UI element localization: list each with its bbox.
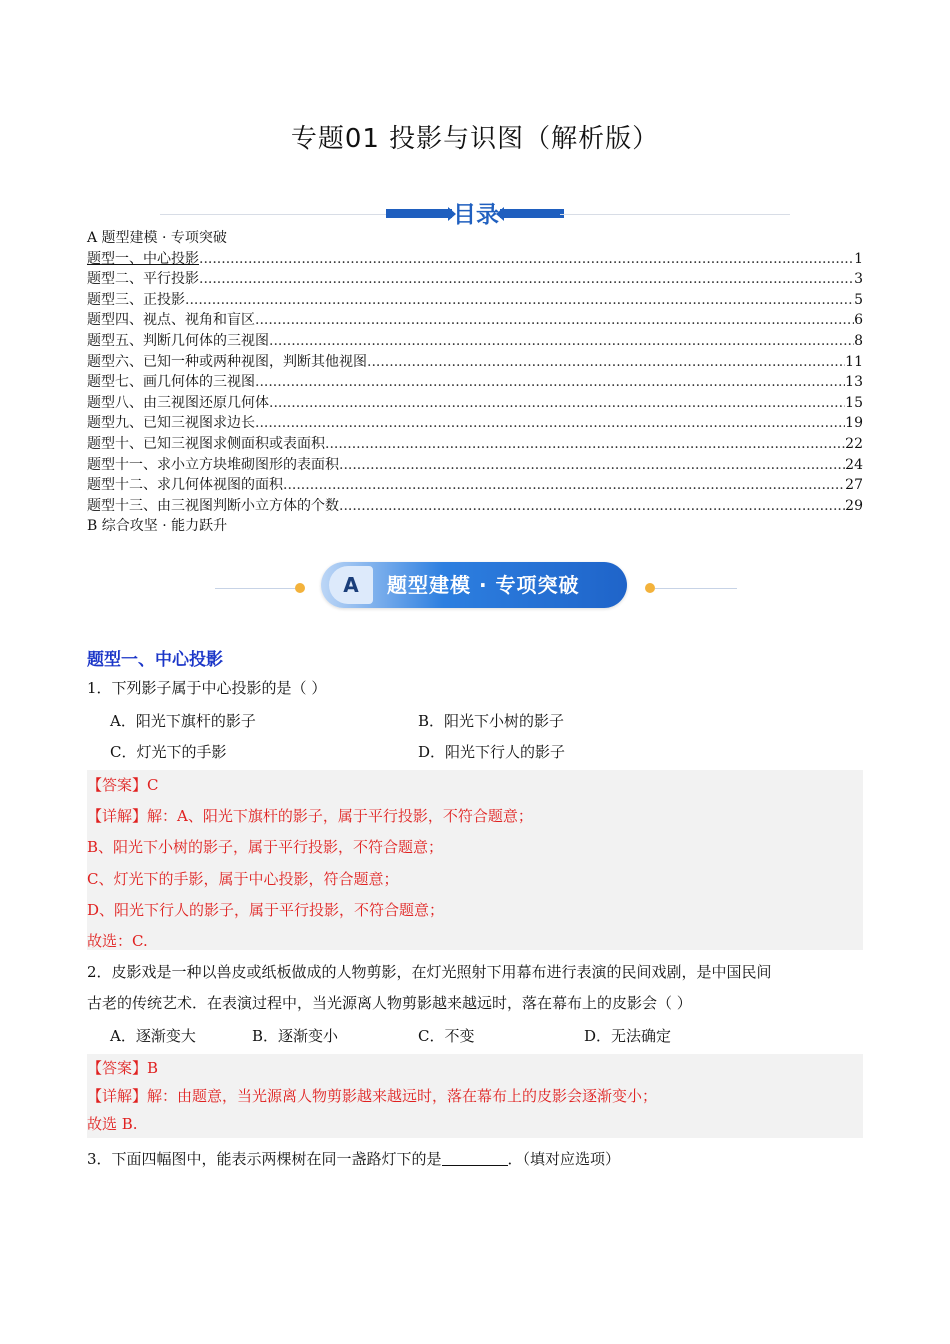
question-2-stem-line-1: 2．皮影戏是一种以兽皮或纸板做成的人物剪影，在灯光照射下用幕布进行表演的民间戏剧，是中国民间 — [87, 963, 772, 981]
toc-header-bar-left — [386, 209, 452, 218]
toc-entry[interactable]: 题型五、判断几何体的三视图 ..... 8 — [87, 331, 863, 352]
answer-line: B、阳光下小树的影子，属于平行投影，不符合题意； — [87, 838, 444, 857]
toc-entry[interactable]: 题型十三、由三视图判断小立方体的个数 ..... 29 — [87, 496, 863, 517]
toc-entry[interactable]: 题型一、中心投影 ..... 1 — [87, 249, 863, 270]
toc-entry[interactable]: 题型二、平行投影 ..... 3 — [87, 269, 863, 290]
toc-entry[interactable]: 题型十二、求几何体视图的面积 ..... 27 — [87, 475, 863, 496]
question-2-option-b: B．逐渐变小 — [252, 1027, 339, 1045]
section-banner-a — [215, 560, 735, 610]
banner-text: 题型建模 · 专项突破 — [387, 573, 580, 597]
banner-dot-right-icon — [645, 583, 655, 593]
toc-section-b[interactable]: B 综合攻坚 · 能力跃升 — [87, 518, 228, 535]
question-1-option-b: B．阳光下小树的影子 — [418, 712, 565, 730]
question-1-option-c: C．灯光下的手影 — [110, 743, 227, 761]
question-2-option-d: D．无法确定 — [584, 1027, 672, 1045]
toc-entry[interactable]: 题型十、已知三视图求侧面积或表面积 ..... 22 — [87, 434, 863, 455]
toc-entry[interactable]: 题型九、已知三视图求边长 ..... 19 — [87, 413, 863, 434]
question-3-stem — [87, 1144, 620, 1175]
toc-entry[interactable]: 题型六、已知一种或两种视图，判断其他视图 ..... 11 — [87, 352, 863, 373]
toc-section-a[interactable]: A 题型建模 · 专项突破 — [87, 230, 227, 246]
question-1-option-d: D．阳光下行人的影子 — [418, 743, 566, 761]
question-2-option-c: C．不变 — [418, 1027, 475, 1045]
answer-line: 故选：C. — [87, 931, 148, 950]
banner-pill — [321, 562, 627, 608]
toc-entry[interactable]: 题型四、视点、视角和盲区 ..... 6 — [87, 310, 863, 331]
answer-line: 故选 B. — [87, 1115, 138, 1133]
question-2-option-a: A．逐渐变大 — [110, 1027, 196, 1045]
toc-entry[interactable]: 题型三、正投影 ..... 5 — [87, 290, 863, 311]
toc-header-bar-right — [500, 209, 564, 218]
question-3-blank[interactable] — [442, 1149, 508, 1166]
banner-letter: A — [329, 566, 373, 604]
banner-line-left — [215, 588, 297, 589]
toc-header-label: 目录 — [453, 202, 499, 228]
question-3-stem-tail: ．（填对应选项） — [507, 1150, 621, 1168]
question-1-answer-box — [87, 770, 863, 950]
question-2-answer-box — [87, 1054, 863, 1138]
question-3-stem-text: 3．下面四幅图中，能表示两棵树在同一盏路灯下的是 — [87, 1150, 442, 1168]
answer-line: 【答案】B — [87, 1059, 159, 1077]
toc-entry[interactable]: 题型八、由三视图还原几何体 ..... 15 — [87, 393, 863, 414]
banner-line-right — [655, 588, 737, 589]
document-title: 专题01 投影与识图（解析版） — [290, 124, 660, 154]
toc-header-line-right — [560, 214, 790, 215]
banner-dot-left-icon — [295, 583, 305, 593]
answer-line: D、阳光下行人的影子，属于平行投影，不符合题意； — [87, 900, 445, 919]
answer-line: 【答案】C — [87, 776, 159, 794]
toc-header — [160, 196, 790, 230]
question-2-stem-line-2: 古老的传统艺术．在表演过程中，当光源离人物剪影越来越远时，落在幕布上的皮影会（ ） — [87, 994, 692, 1012]
toc-entry[interactable]: 题型七、画几何体的三视图 ..... 13 — [87, 372, 863, 393]
section-heading-1: 题型一、中心投影 — [87, 650, 223, 670]
answer-line: 【详解】解：由题意，当光源离人物剪影越来越远时，落在幕布上的皮影会逐渐变小； — [87, 1087, 658, 1105]
answer-line: 【详解】解：A、阳光下旗杆的影子，属于平行投影，不符合题意； — [87, 807, 533, 826]
answer-line: C、灯光下的手影，属于中心投影，符合题意； — [87, 869, 399, 888]
toc-header-line-left — [160, 214, 386, 215]
table-of-contents — [87, 228, 863, 537]
question-1-stem: 1．下列影子属于中心投影的是（ ） — [87, 679, 327, 697]
question-1-option-a: A．阳光下旗杆的影子 — [110, 712, 256, 730]
toc-entry[interactable]: 题型十一、求小立方块堆砌图形的表面积 ..... 24 — [87, 455, 863, 476]
